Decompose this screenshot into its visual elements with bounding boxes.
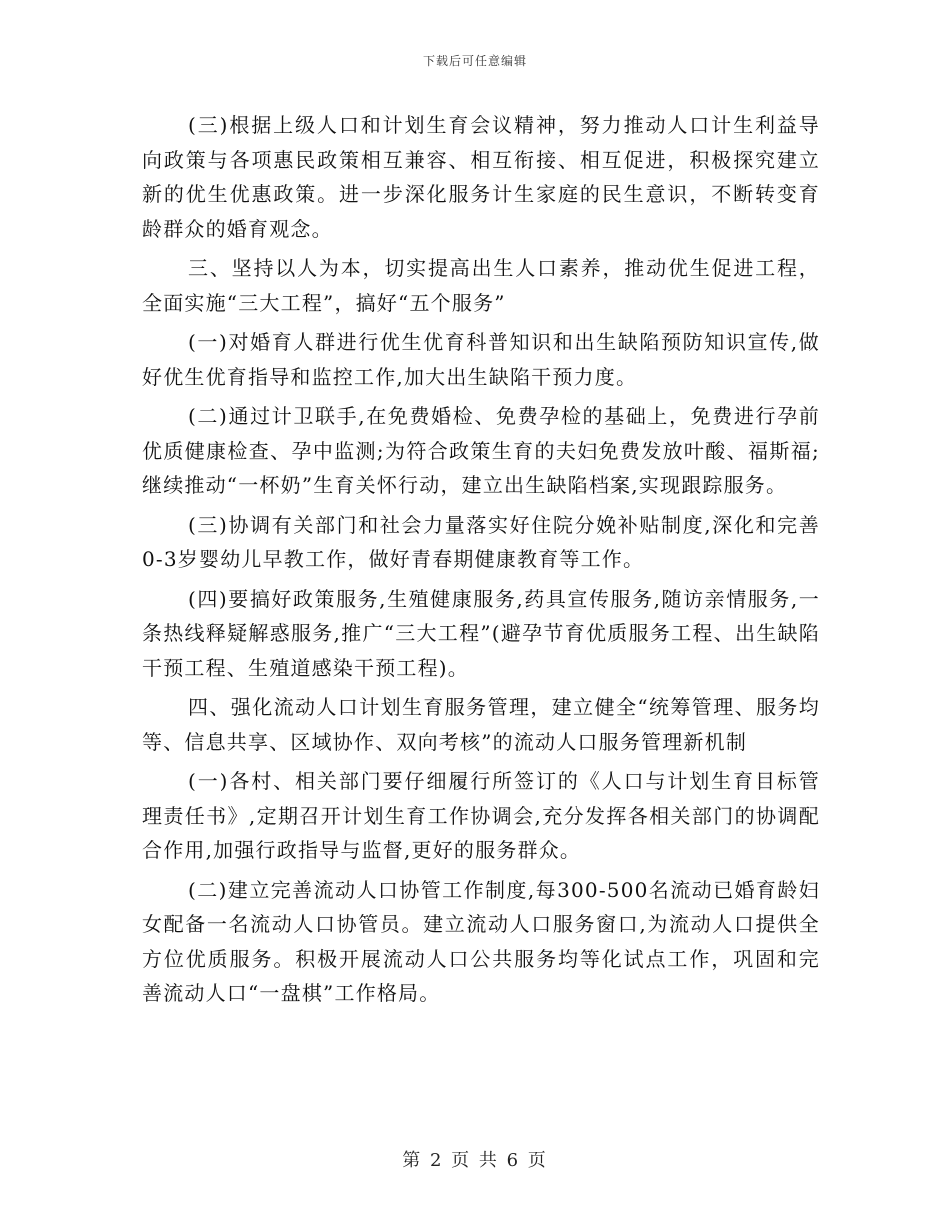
paragraph-4-2: (二)建立完善流动人口协管工作制度,每300-500名流动已婚育龄妇女配备一名流动人口协管员。建立流动人口服务窗口,为流动人口提供全方位优质服务。积极开展流动人口公共服务均等化试点工作，巩固和完善流动人口“一盘棋”工作格局。	[142, 877, 820, 1005]
paragraph-3-4: (四)要搞好政策服务,生殖健康服务,药具宣传服务,随访亲情服务,一条热线释疑解惑服务,推广“三大工程”(避孕节育优质服务工程、出生缺陷干预工程、生殖道感染干预工程)。	[142, 586, 820, 680]
page-header-note: 下载后可任意编辑	[422, 54, 527, 68]
paragraph-3-1: (一)对婚育人群进行优生优育科普知识和出生缺陷预防知识宣传,做好优生优育指导和监控工作,加大出生缺陷干预力度。	[142, 330, 820, 389]
paragraph-3-3: (三)协调有关部门和社会力量落实好住院分娩补贴制度,深化和完善0-3岁婴幼儿早教工作，做好青春期健康教育等工作。	[142, 512, 820, 571]
paragraph-4-1: (一)各村、相关部门要仔细履行所签订的《人口与计划生育目标管理责任书》,定期召开计划生育工作协调会,充分发挥各相关部门的协调配合作用,加强行政指导与监督,更好的服务群众。	[142, 769, 820, 862]
section-heading-3: 三、坚持以人为本，切实提高出生人口素养，推动优生促进工程，全面实施“三大工程”，搞好“五个服务”	[142, 256, 820, 315]
section-heading-4: 四、强化流动人口计划生育服务管理，建立健全“统筹管理、服务均等、信息共享、区域协作、双向考核”的流动人口服务管理新机制	[142, 695, 820, 754]
page-number: 第 2 页 共 6 页	[402, 1150, 548, 1171]
document-body	[142, 108, 820, 1016]
paragraph-3-2: (二)通过计卫联手,在免费婚检、免费孕检的基础上，免费进行孕前优质健康检查、孕中监测;为符合政策生育的夫妇免费发放叶酸、福斯福;继续推动“一杯奶”生育关怀行动，建立出生缺陷档案,实现跟踪服务。	[142, 404, 820, 497]
paragraph-1: (三)根据上级人口和计划生育会议精神，努力推动人口计生利益导向政策与各项惠民政策相互兼容、相互衔接、相互促进，积极探究建立新的优生优惠政策。进一步深化服务计生家庭的民生意识，不断转变育龄群众的婚育观念。	[142, 113, 820, 241]
